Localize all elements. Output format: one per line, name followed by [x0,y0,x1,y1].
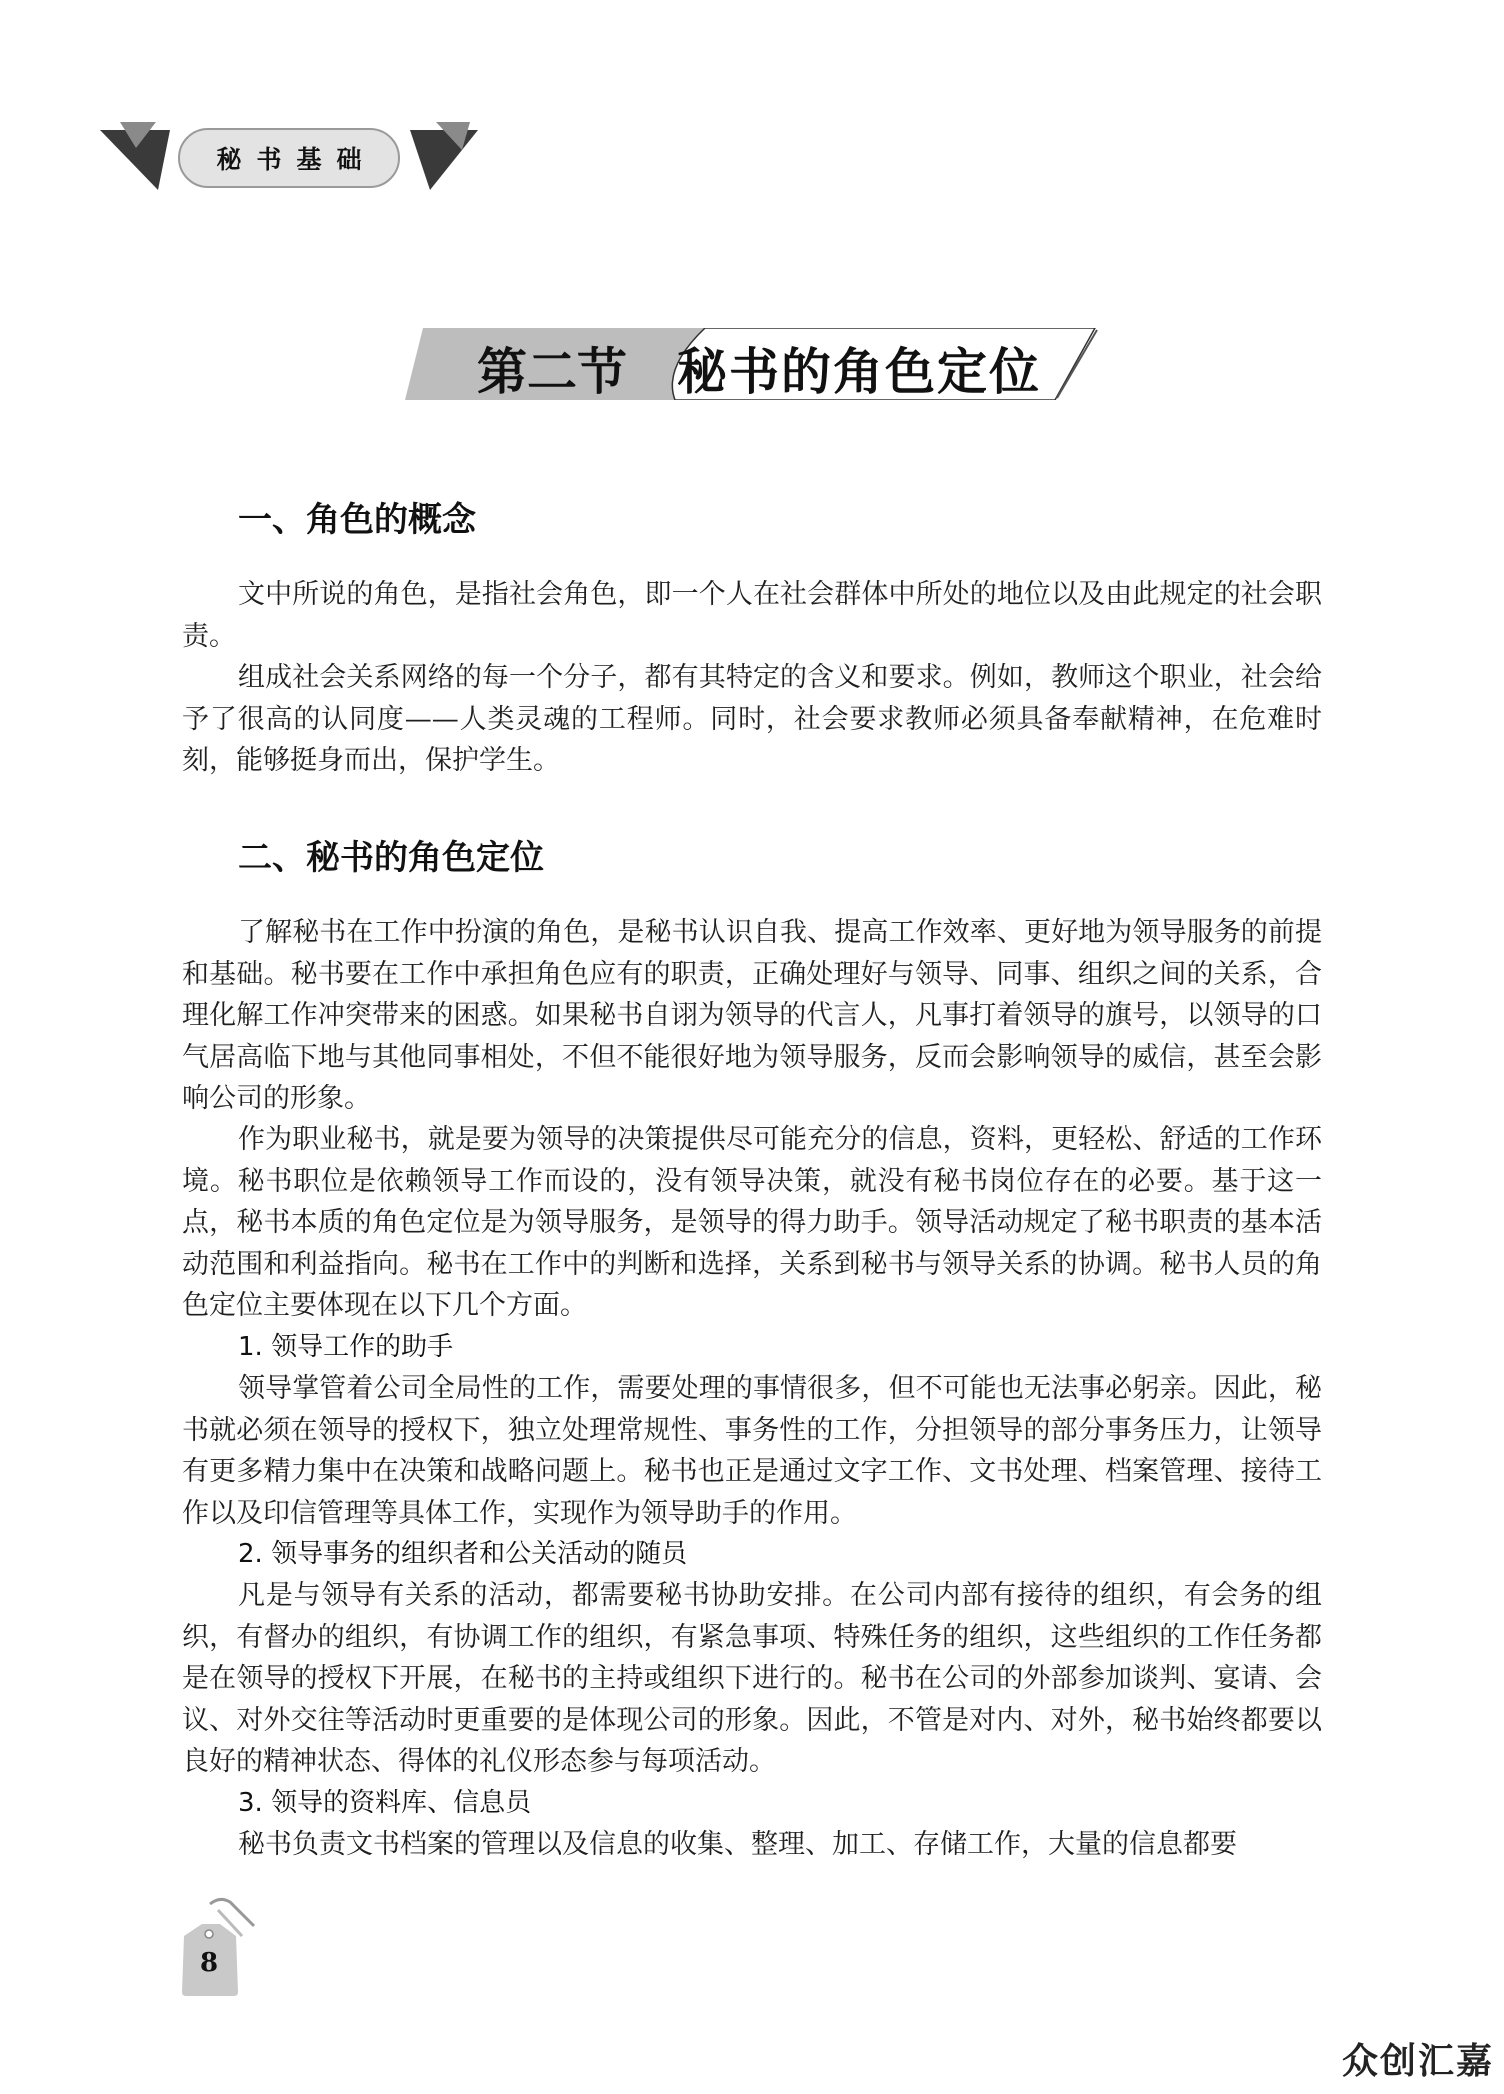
paragraph-6: 凡是与领导有关系的活动，都需要秘书协助安排。在公司内部有接待的组织，有会务的组织，有督办的组织，有协调工作的组织，有紧急事项、特殊任务的组织，这些组织的工作任务都是在领导的授权下开展，在秘书的主持或组织下进行的。秘书在公司的外部参加谈判、宴请、会议、对外交往等活动时更重要的是体现公司的形象。因此，不管是对内、对外，秘书始终都要以良好的精神状态、得体的礼仪形态参与每项活动。 [182,1580,1322,1777]
subheading-3: 3. 领导的资料库、信息员 [238,1788,532,1818]
heading-role-concept: 一、角色的概念 [238,500,476,540]
paragraph-1: 文中所说的角色，是指社会角色，即一个人在社会群体中所处的地位以及由此规定的社会职责。 [182,579,1322,652]
header-label: 秘书基础 [216,145,377,174]
section-number: 第二节 [477,342,627,401]
section-banner [405,328,1105,400]
heading-role-positioning: 二、秘书的角色定位 [238,838,544,878]
watermark: 众创汇嘉 [1341,2041,1494,2082]
subheading-1: 1. 领导工作的助手 [238,1332,454,1362]
paragraph-3: 了解秘书在工作中扮演的角色，是秘书认识自我、提高工作效率、更好地为领导服务的前提和基础。秘书要在工作中承担角色应有的职责，正确处理好与领导、同事、组织之间的关系，合理化解工作冲突带来的困惑。如果秘书自诩为领导的代言人，凡事打着领导的旗号，以领导的口气居高临下地与其他同事相处，不但不能很好地为领导服务，反而会影响领导的威信，甚至会影响公司的形象。 [182,917,1322,1114]
page-number-tag [180,1896,260,1996]
subheading-2: 2. 领导事务的组织者和公关活动的随员 [238,1539,688,1569]
paragraph-5: 领导掌管着公司全局性的工作，需要处理的事情很多，但不可能也无法事必躬亲。因此，秘书就必须在领导的授权下，独立处理常规性、事务性的工作，分担领导的部分事务压力，让领导有更多精力集中在决策和战略问题上。秘书也正是通过文字工作、文书处理、档案管理、接待工作以及印信管理等具体工作，实现作为领导助手的作用。 [182,1373,1322,1529]
paragraph-7: 秘书负责文书档案的管理以及信息的收集、整理、加工、存储工作，大量的信息都要 [238,1829,1237,1860]
paragraph-4: 作为职业秘书，就是要为领导的决策提供尽可能充分的信息，资料，更轻松、舒适的工作环境。秘书职位是依赖领导工作而设的，没有领导决策，就没有秘书岗位存在的必要。基于这一点，秘书本质的角色定位是为领导服务，是领导的得力助手。领导活动规定了秘书职责的基本活动范围和利益指向。秘书在工作中的判断和选择，关系到秘书与领导关系的协调。秘书人员的角色定位主要体现在以下几个方面。 [182,1124,1322,1321]
section-title: 秘书的角色定位 [677,342,1041,401]
page-number: 8 [199,1948,219,1978]
paragraph-2: 组成社会关系网络的每一个分子，都有其特定的含义和要求。例如，教师这个职业，社会给予了很高的认同度——人类灵魂的工程师。同时，社会要求教师必须具备奉献精神，在危难时刻，能够挺身而出，保护学生。 [182,662,1322,776]
paperclip-tag-icon [180,1896,260,1996]
header-badge [100,118,480,198]
header-pill [178,128,400,188]
